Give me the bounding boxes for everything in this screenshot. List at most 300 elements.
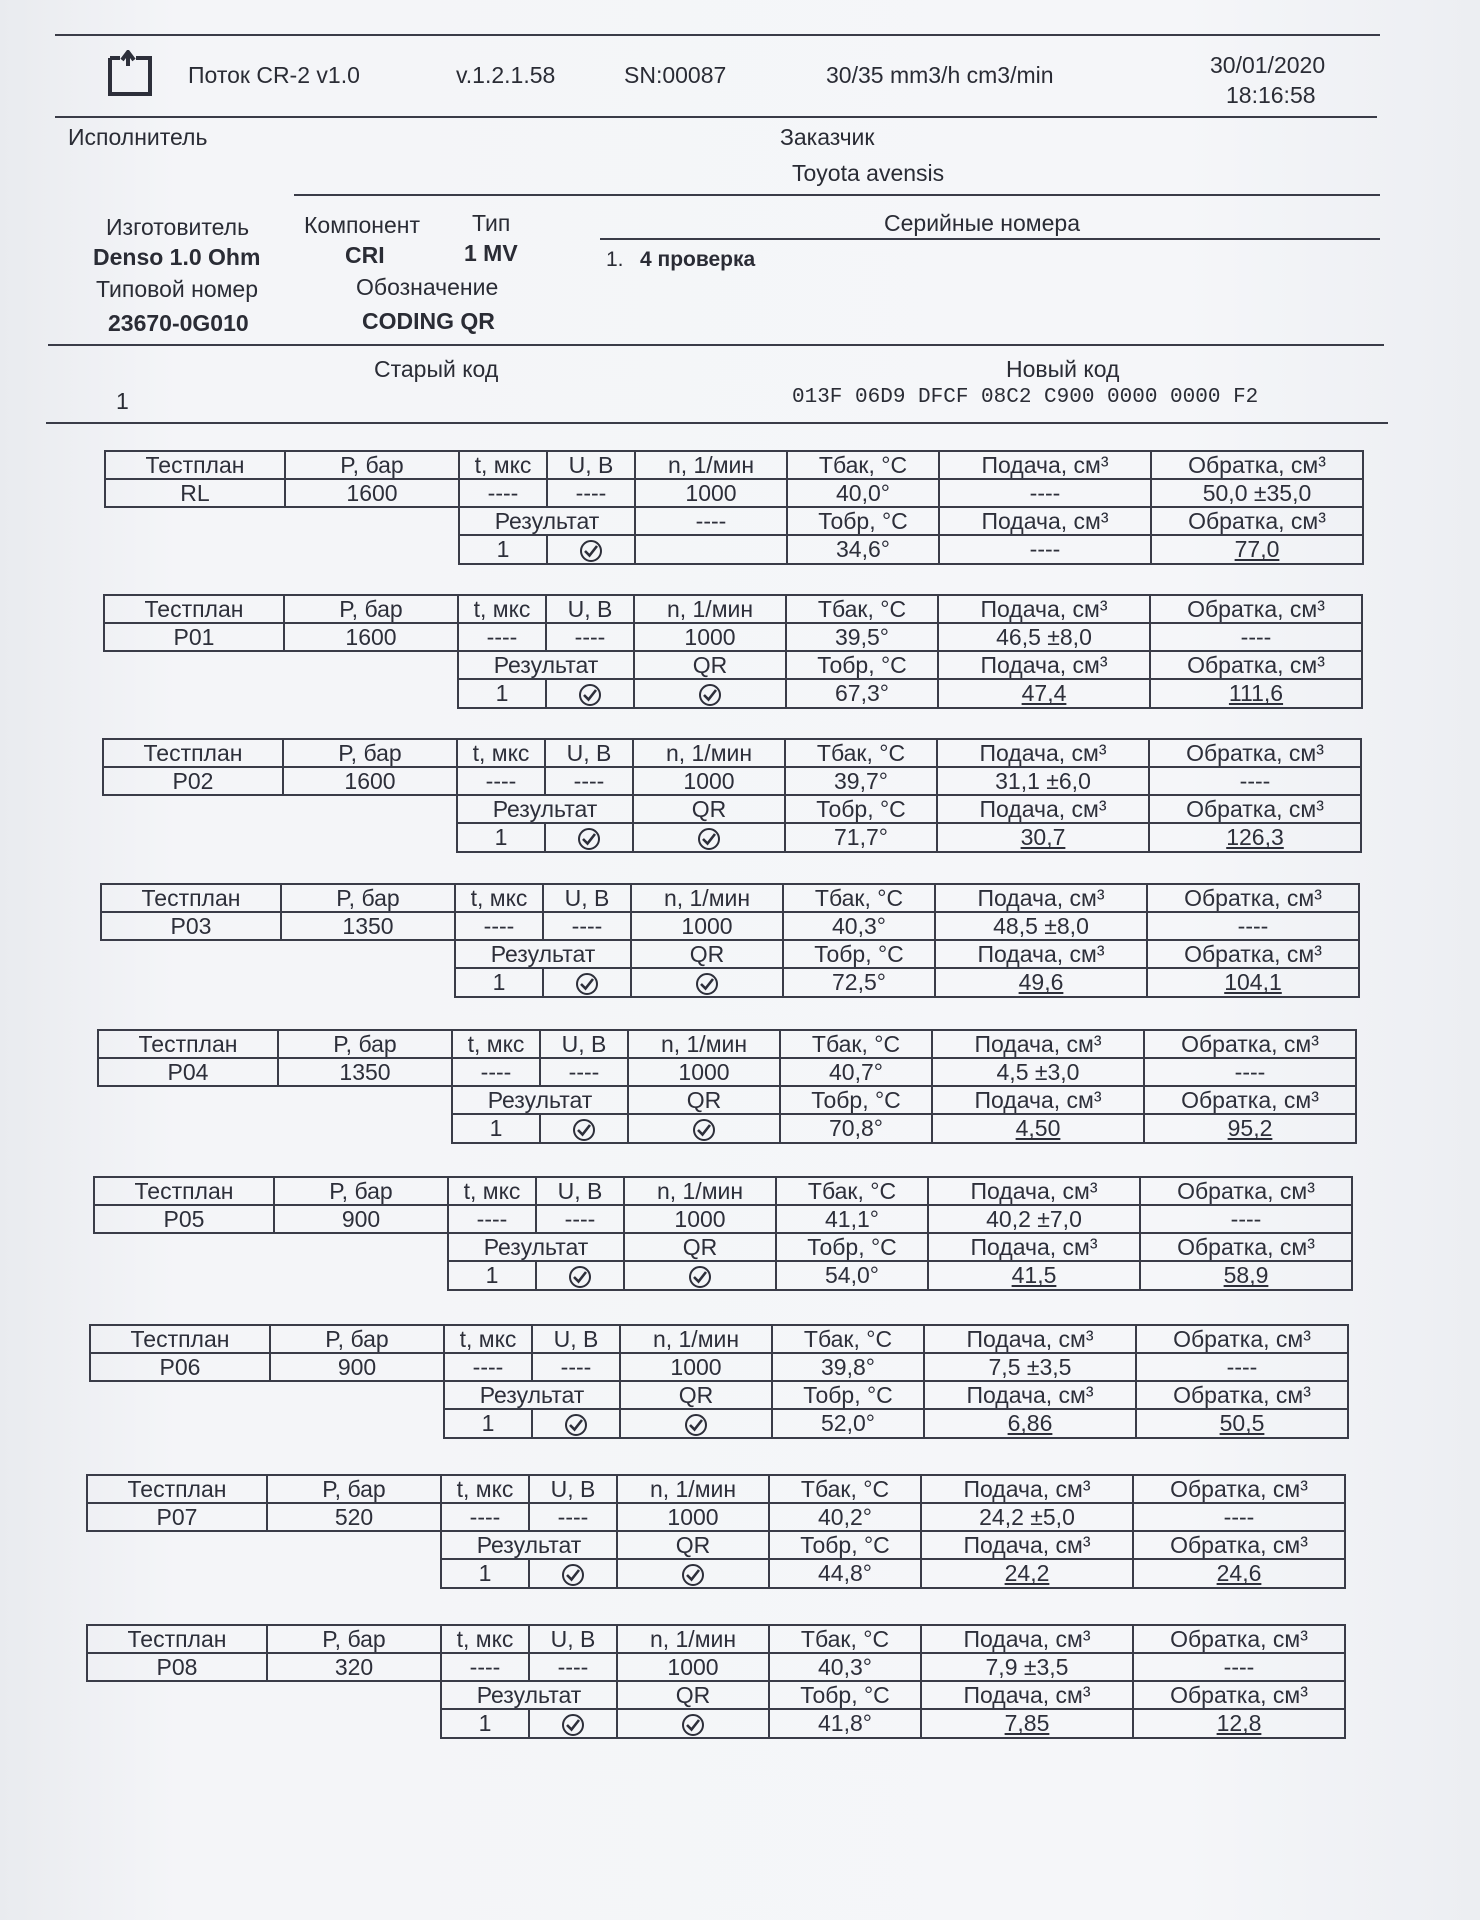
- col-return-header: Обратка, см³: [1144, 1030, 1356, 1058]
- col-voltage-header: U, В: [532, 1325, 620, 1353]
- test-t-tank: 39,7°: [785, 767, 937, 795]
- spacer: [103, 795, 283, 823]
- col-ttank-header: Тбак, °С: [787, 451, 939, 479]
- test-table-p01: [103, 594, 1363, 709]
- test-delivery-nominal: 31,1 ±6,0: [937, 767, 1149, 795]
- col-return-header: Обратка, см³: [1147, 884, 1359, 912]
- program-logo-icon: [106, 50, 154, 96]
- test-delivery-measured: 30,7: [937, 823, 1149, 852]
- test-delivery-nominal: 46,5 ±8,0: [938, 623, 1150, 651]
- run-number: 1: [444, 1409, 532, 1438]
- col-rpm-header: n, 1/мин: [617, 1475, 769, 1503]
- test-table-p05: [93, 1176, 1353, 1291]
- col-result-header: Результат: [441, 1681, 617, 1709]
- test-plan-name: P05: [94, 1205, 274, 1233]
- spacer: [98, 1114, 278, 1143]
- report-date: 30/01/2020: [1210, 52, 1326, 78]
- spacer: [283, 823, 457, 852]
- test-t-tank: 39,5°: [786, 623, 938, 651]
- spacer: [104, 679, 284, 708]
- test-delivery-nominal: 48,5 ±8,0: [935, 912, 1147, 940]
- manufacturer-label: Изготовитель: [106, 214, 250, 240]
- qr-check-icon: [633, 823, 785, 852]
- col-return-header: Обратка, см³: [1149, 739, 1361, 767]
- col-delivery-header: Подача, см³: [939, 451, 1151, 479]
- col-treturn-header: Тобр, °С: [780, 1086, 932, 1114]
- test-time: ----: [455, 912, 543, 940]
- col-time-header: t, мкс: [457, 739, 545, 767]
- spacer: [267, 1531, 441, 1559]
- spacer: [87, 1559, 267, 1588]
- spacer: [90, 1381, 270, 1409]
- test-pressure: 1600: [284, 623, 458, 651]
- test-time: ----: [457, 767, 545, 795]
- old-code-label: Старый код: [374, 356, 499, 382]
- col-plan-header: Тестплан: [87, 1475, 267, 1503]
- spacer: [285, 535, 459, 564]
- col-voltage-header: U, В: [536, 1177, 624, 1205]
- codes-rule: [46, 422, 1388, 424]
- component-label: Компонент: [304, 212, 420, 238]
- col-pressure-header: P, бар: [267, 1475, 441, 1503]
- test-rpm: 1000: [633, 767, 785, 795]
- test-delivery-measured: 41,5: [928, 1261, 1140, 1290]
- col-pressure-header: P, бар: [284, 595, 458, 623]
- test-return-nominal: ----: [1147, 912, 1359, 940]
- spacer: [278, 1086, 452, 1114]
- test-t-return: 41,8°: [769, 1709, 921, 1738]
- test-delivery-measured: ----: [939, 535, 1151, 564]
- test-t-tank: 40,0°: [787, 479, 939, 507]
- spacer: [270, 1381, 444, 1409]
- spacer: [94, 1261, 274, 1290]
- customer-rule: [294, 194, 1380, 196]
- col-time-header: t, мкс: [459, 451, 547, 479]
- col-delivery-header: Подача, см³: [935, 884, 1147, 912]
- test-plan-name: P01: [104, 623, 284, 651]
- qr-empty: [635, 535, 787, 564]
- test-pressure: 320: [267, 1653, 441, 1681]
- spacer: [87, 1531, 267, 1559]
- test-pressure: 900: [270, 1353, 444, 1381]
- col-plan-header: Тестплан: [98, 1030, 278, 1058]
- col-delivery-header: Подача, см³: [921, 1625, 1133, 1653]
- col-rpm-header: n, 1/мин: [617, 1625, 769, 1653]
- col-treturn-header: Тобр, °С: [776, 1233, 928, 1261]
- test-delivery-nominal: 40,2 ±7,0: [928, 1205, 1140, 1233]
- col-qr-header: QR: [633, 795, 785, 823]
- result-check-icon: [545, 823, 633, 852]
- test-table-p07: [86, 1474, 1346, 1589]
- test-t-tank: 39,8°: [772, 1353, 924, 1381]
- col-treturn-header: Тобр, °С: [785, 795, 937, 823]
- col-return-header: Обратка, см³: [1147, 940, 1359, 968]
- test-table-p04: [97, 1029, 1357, 1144]
- report-time: 18:16:58: [1226, 82, 1316, 108]
- test-rpm: 1000: [631, 912, 783, 940]
- serials-label: Серийные номера: [884, 210, 1080, 236]
- test-t-tank: 40,3°: [769, 1653, 921, 1681]
- col-return-header: Обратка, см³: [1133, 1475, 1345, 1503]
- col-qr-header: QR: [628, 1086, 780, 1114]
- col-return-header: Обратка, см³: [1140, 1233, 1352, 1261]
- test-t-tank: 40,2°: [769, 1503, 921, 1531]
- new-code-label: Новый код: [1006, 356, 1120, 382]
- spacer: [101, 940, 281, 968]
- test-return-nominal: ----: [1136, 1353, 1348, 1381]
- test-delivery-nominal: 7,5 ±3,5: [924, 1353, 1136, 1381]
- test-plan-name: P07: [87, 1503, 267, 1531]
- col-result-header: Результат: [455, 940, 631, 968]
- new-code-value: 013F 06D9 DFCF 08C2 C900 0000 0000 F2: [792, 386, 1259, 409]
- customer-value: Toyota avensis: [792, 160, 945, 186]
- test-rpm: 1000: [635, 479, 787, 507]
- col-pressure-header: P, бар: [267, 1625, 441, 1653]
- run-number: 1: [457, 823, 545, 852]
- col-plan-header: Тестплан: [104, 595, 284, 623]
- col-treturn-header: Тобр, °С: [786, 651, 938, 679]
- col-ttank-header: Тбак, °С: [772, 1325, 924, 1353]
- test-rpm: 1000: [634, 623, 786, 651]
- spacer: [104, 651, 284, 679]
- spacer: [274, 1233, 448, 1261]
- test-t-return: 71,7°: [785, 823, 937, 852]
- test-plan-name: P04: [98, 1058, 278, 1086]
- result-check-icon: [547, 535, 635, 564]
- col-treturn-header: Тобр, °С: [769, 1531, 921, 1559]
- col-ttank-header: Тбак, °С: [783, 884, 935, 912]
- col-voltage-header: U, В: [543, 884, 631, 912]
- test-table-p03: [100, 883, 1360, 998]
- col-rpm-header: n, 1/мин: [631, 884, 783, 912]
- col-return-header: Обратка, см³: [1133, 1681, 1345, 1709]
- col-pressure-header: P, бар: [274, 1177, 448, 1205]
- test-return-measured: 50,5: [1136, 1409, 1348, 1438]
- col-return-header: Обратка, см³: [1144, 1086, 1356, 1114]
- result-check-icon: [529, 1559, 617, 1588]
- spacer: [101, 968, 281, 997]
- test-return-measured: 24,6: [1133, 1559, 1345, 1588]
- col-plan-header: Тестплан: [90, 1325, 270, 1353]
- test-rpm: 1000: [617, 1653, 769, 1681]
- test-delivery-measured: 7,85: [921, 1709, 1133, 1738]
- test-pressure: 900: [274, 1205, 448, 1233]
- test-delivery-nominal: ----: [939, 479, 1151, 507]
- col-rpm-header: n, 1/мин: [620, 1325, 772, 1353]
- col-return-header: Обратка, см³: [1136, 1381, 1348, 1409]
- top-rule: [55, 34, 1380, 36]
- component-value: CRI: [345, 242, 385, 268]
- qr-check-icon: [617, 1709, 769, 1738]
- col-rpm-header: n, 1/мин: [635, 451, 787, 479]
- col-qr-header: QR: [634, 651, 786, 679]
- col-rpm-header: n, 1/мин: [628, 1030, 780, 1058]
- col-time-header: t, мкс: [452, 1030, 540, 1058]
- test-return-measured: 77,0: [1151, 535, 1363, 564]
- run-number: 1: [448, 1261, 536, 1290]
- col-time-header: t, мкс: [448, 1177, 536, 1205]
- serial-value: 4 проверка: [640, 248, 756, 271]
- col-qr-header: QR: [631, 940, 783, 968]
- col-voltage-header: U, В: [547, 451, 635, 479]
- col-ttank-header: Тбак, °С: [769, 1475, 921, 1503]
- col-result-header: Результат: [441, 1531, 617, 1559]
- test-voltage: ----: [543, 912, 631, 940]
- run-number: 1: [459, 535, 547, 564]
- test-t-tank: 40,7°: [780, 1058, 932, 1086]
- test-return-measured: 58,9: [1140, 1261, 1352, 1290]
- run-number: 1: [452, 1114, 540, 1143]
- test-return-measured: 95,2: [1144, 1114, 1356, 1143]
- result-check-icon: [532, 1409, 620, 1438]
- test-t-return: 52,0°: [772, 1409, 924, 1438]
- col-rpm-header: n, 1/мин: [634, 595, 786, 623]
- col-return-header: Обратка, см³: [1140, 1177, 1352, 1205]
- spacer: [281, 940, 455, 968]
- col-ttank-header: Тбак, °С: [786, 595, 938, 623]
- test-pressure: 1600: [283, 767, 457, 795]
- col-delivery-header: Подача, см³: [935, 940, 1147, 968]
- result-check-icon: [529, 1709, 617, 1738]
- spacer: [98, 1086, 278, 1114]
- test-t-tank: 41,1°: [776, 1205, 928, 1233]
- qr-check-icon: [617, 1559, 769, 1588]
- col-qr-header: QR: [617, 1531, 769, 1559]
- spacer: [87, 1681, 267, 1709]
- col-treturn-header: Тобр, °С: [772, 1381, 924, 1409]
- test-time: ----: [444, 1353, 532, 1381]
- col-return-header: Обратка, см³: [1151, 507, 1363, 535]
- col-qr-header: QR: [620, 1381, 772, 1409]
- program-version: v.1.2.1.58: [456, 62, 556, 88]
- spacer: [283, 795, 457, 823]
- test-delivery-nominal: 24,2 ±5,0: [921, 1503, 1133, 1531]
- test-delivery-nominal: 7,9 ±3,5: [921, 1653, 1133, 1681]
- col-delivery-header: Подача, см³: [932, 1030, 1144, 1058]
- col-delivery-header: Подача, см³: [939, 507, 1151, 535]
- spacer: [274, 1261, 448, 1290]
- program-name: Поток CR-2 v1.0: [188, 62, 360, 88]
- col-delivery-header: Подача, см³: [938, 595, 1150, 623]
- spacer: [284, 651, 458, 679]
- test-voltage: ----: [529, 1653, 617, 1681]
- test-return-nominal: ----: [1140, 1205, 1352, 1233]
- test-return-measured: 104,1: [1147, 968, 1359, 997]
- col-voltage-header: U, В: [529, 1625, 617, 1653]
- test-time: ----: [441, 1653, 529, 1681]
- col-qr-header: QR: [624, 1233, 776, 1261]
- manufacturer-value: Denso 1.0 Ohm: [93, 244, 261, 270]
- test-rpm: 1000: [620, 1353, 772, 1381]
- test-voltage: ----: [529, 1503, 617, 1531]
- test-table-p02: [102, 738, 1362, 853]
- col-time-header: t, мкс: [458, 595, 546, 623]
- col-return-header: Обратка, см³: [1150, 595, 1362, 623]
- customer-label: Заказчик: [780, 124, 875, 150]
- test-return-nominal: ----: [1150, 623, 1362, 651]
- qr-check-icon: [634, 679, 786, 708]
- test-return-measured: 12,8: [1133, 1709, 1345, 1738]
- test-t-return: 67,3°: [786, 679, 938, 708]
- test-plan-name: P03: [101, 912, 281, 940]
- spacer: [87, 1709, 267, 1738]
- col-voltage-header: U, В: [529, 1475, 617, 1503]
- test-plan-name: RL: [105, 479, 285, 507]
- test-t-tank: 40,3°: [783, 912, 935, 940]
- spacer: [285, 507, 459, 535]
- test-rpm: 1000: [617, 1503, 769, 1531]
- col-return-header: Обратка, см³: [1151, 451, 1363, 479]
- test-table-rl: [104, 450, 1364, 565]
- units-label: 30/35 mm3/h cm3/min: [826, 62, 1054, 88]
- test-rpm: 1000: [624, 1205, 776, 1233]
- test-pressure: 520: [267, 1503, 441, 1531]
- test-voltage: ----: [547, 479, 635, 507]
- test-t-return: 72,5°: [783, 968, 935, 997]
- test-return-nominal: ----: [1133, 1653, 1345, 1681]
- col-delivery-header: Подача, см³: [921, 1475, 1133, 1503]
- result-check-icon: [543, 968, 631, 997]
- test-delivery-measured: 4,50: [932, 1114, 1144, 1143]
- col-pressure-header: P, бар: [278, 1030, 452, 1058]
- run-number: 1: [441, 1709, 529, 1738]
- test-plan-name: P06: [90, 1353, 270, 1381]
- col-delivery-header: Подача, см³: [937, 795, 1149, 823]
- serials-rule: [600, 238, 1380, 240]
- test-return-nominal: ----: [1149, 767, 1361, 795]
- col-delivery-header: Подача, см³: [928, 1233, 1140, 1261]
- col-qr-header: ----: [635, 507, 787, 535]
- col-result-header: Результат: [457, 795, 633, 823]
- test-t-return: 34,6°: [787, 535, 939, 564]
- test-pressure: 1350: [278, 1058, 452, 1086]
- test-t-return: 44,8°: [769, 1559, 921, 1588]
- col-result-header: Результат: [444, 1381, 620, 1409]
- col-return-header: Обратка, см³: [1149, 795, 1361, 823]
- col-plan-header: Тестплан: [105, 451, 285, 479]
- qr-check-icon: [624, 1261, 776, 1290]
- spacer: [105, 507, 285, 535]
- test-return-measured: 126,3: [1149, 823, 1361, 852]
- col-return-header: Обратка, см³: [1136, 1325, 1348, 1353]
- col-rpm-header: n, 1/мин: [624, 1177, 776, 1205]
- test-pressure: 1350: [281, 912, 455, 940]
- col-treturn-header: Тобр, °С: [787, 507, 939, 535]
- header-rule: [55, 116, 1377, 118]
- test-return-measured: 111,6: [1150, 679, 1362, 708]
- qr-check-icon: [628, 1114, 780, 1143]
- spacer: [281, 968, 455, 997]
- col-voltage-header: U, В: [545, 739, 633, 767]
- test-delivery-nominal: 4,5 ±3,0: [932, 1058, 1144, 1086]
- col-time-header: t, мкс: [444, 1325, 532, 1353]
- spacer: [278, 1114, 452, 1143]
- test-voltage: ----: [545, 767, 633, 795]
- device-serial: SN:00087: [624, 62, 727, 88]
- test-return-nominal: ----: [1144, 1058, 1356, 1086]
- col-result-header: Результат: [458, 651, 634, 679]
- col-delivery-header: Подача, см³: [938, 651, 1150, 679]
- designation-label: Обозначение: [356, 274, 499, 300]
- col-delivery-header: Подача, см³: [924, 1325, 1136, 1353]
- col-voltage-header: U, В: [546, 595, 634, 623]
- col-ttank-header: Тбак, °С: [769, 1625, 921, 1653]
- test-return-nominal: ----: [1133, 1503, 1345, 1531]
- col-delivery-header: Подача, см³: [924, 1381, 1136, 1409]
- spacer: [267, 1709, 441, 1738]
- test-delivery-measured: 49,6: [935, 968, 1147, 997]
- col-ttank-header: Тбак, °С: [776, 1177, 928, 1205]
- test-voltage: ----: [536, 1205, 624, 1233]
- col-delivery-header: Подача, см³: [937, 739, 1149, 767]
- test-plan-name: P02: [103, 767, 283, 795]
- spacer: [94, 1233, 274, 1261]
- test-table-p08: [86, 1624, 1346, 1739]
- test-delivery-measured: 47,4: [938, 679, 1150, 708]
- test-time: ----: [459, 479, 547, 507]
- result-check-icon: [546, 679, 634, 708]
- test-time: ----: [452, 1058, 540, 1086]
- info-rule: [48, 344, 1384, 346]
- col-ttank-header: Тбак, °С: [780, 1030, 932, 1058]
- col-qr-header: QR: [617, 1681, 769, 1709]
- test-plan-name: P08: [87, 1653, 267, 1681]
- test-time: ----: [441, 1503, 529, 1531]
- spacer: [284, 679, 458, 708]
- spacer: [267, 1681, 441, 1709]
- test-rpm: 1000: [628, 1058, 780, 1086]
- col-result-header: Результат: [459, 507, 635, 535]
- col-pressure-header: P, бар: [283, 739, 457, 767]
- test-voltage: ----: [540, 1058, 628, 1086]
- spacer: [267, 1559, 441, 1588]
- qr-check-icon: [631, 968, 783, 997]
- run-number: 1: [458, 679, 546, 708]
- col-treturn-header: Тобр, °С: [783, 940, 935, 968]
- test-delivery-measured: 6,86: [924, 1409, 1136, 1438]
- test-return-nominal: 50,0 ±35,0: [1151, 479, 1363, 507]
- spacer: [270, 1409, 444, 1438]
- col-time-header: t, мкс: [455, 884, 543, 912]
- col-delivery-header: Подача, см³: [928, 1177, 1140, 1205]
- type-label: Тип: [472, 210, 511, 236]
- col-ttank-header: Тбак, °С: [785, 739, 937, 767]
- part-number-value: 23670-0G010: [108, 310, 249, 336]
- col-plan-header: Тестплан: [101, 884, 281, 912]
- col-plan-header: Тестплан: [94, 1177, 274, 1205]
- col-rpm-header: n, 1/мин: [633, 739, 785, 767]
- test-voltage: ----: [532, 1353, 620, 1381]
- col-plan-header: Тестплан: [87, 1625, 267, 1653]
- col-pressure-header: P, бар: [281, 884, 455, 912]
- run-number: 1: [441, 1559, 529, 1588]
- test-table-p06: [89, 1324, 1349, 1439]
- col-delivery-header: Подача, см³: [921, 1531, 1133, 1559]
- col-return-header: Обратка, см³: [1150, 651, 1362, 679]
- run-number: 1: [455, 968, 543, 997]
- col-result-header: Результат: [452, 1086, 628, 1114]
- spacer: [90, 1409, 270, 1438]
- col-pressure-header: P, бар: [285, 451, 459, 479]
- test-delivery-measured: 24,2: [921, 1559, 1133, 1588]
- old-code-value: 1: [116, 388, 129, 414]
- designation-value: CODING QR: [362, 308, 495, 334]
- serial-index: 1.: [606, 248, 624, 271]
- part-number-label: Типовой номер: [96, 276, 259, 302]
- test-time: ----: [448, 1205, 536, 1233]
- type-value: 1 MV: [464, 240, 518, 266]
- col-time-header: t, мкс: [441, 1625, 529, 1653]
